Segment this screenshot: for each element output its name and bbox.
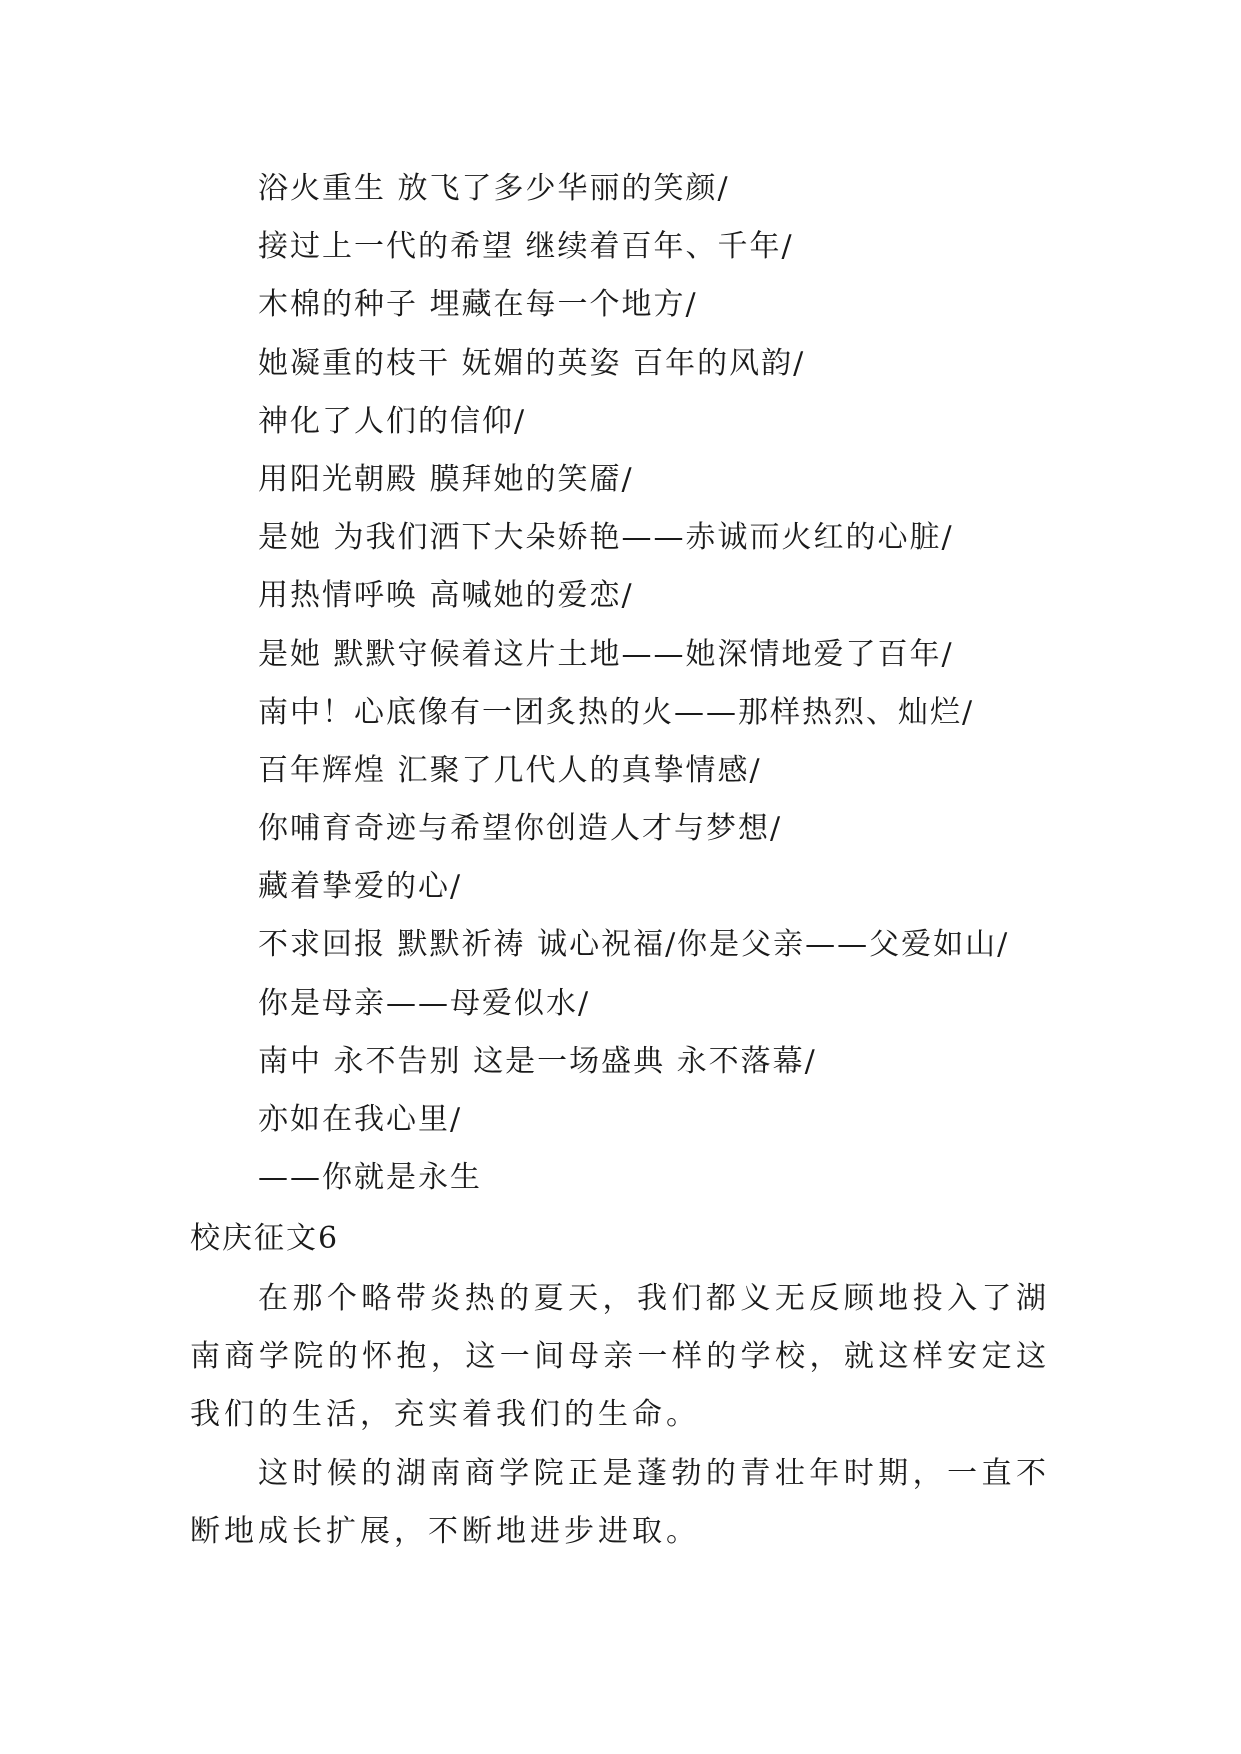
poem-line: 接过上一代的希望 继续着百年、千年/	[258, 229, 794, 265]
poem-line: 用热情呼唤 高喊她的爱恋/	[258, 578, 634, 614]
poem-line: 木棉的种子 埋藏在每一个地方/	[258, 287, 698, 323]
poem-line: 你是母亲——母爱似水/	[258, 985, 591, 1021]
section-title: 校庆征文6	[190, 1221, 340, 1256]
essay-paragraph: 这时候的湖南商学院正是蓬勃的青壮年时期，一直不断地成长扩展，不断地进步进取。	[190, 1455, 1050, 1549]
poem-line: 她凝重的枝干 妩媚的英姿 百年的风韵/	[258, 345, 806, 381]
poem-line: 藏着挚爱的心/	[258, 869, 463, 905]
poem-line: ——你就是永生	[258, 1160, 482, 1196]
poem	[258, 160, 1138, 1207]
poem-line: 用阳光朝殿 膜拜她的笑靥/	[258, 461, 634, 497]
poem-line: 是她 为我们洒下大朵娇艳——赤诚而火红的心脏/	[258, 520, 954, 556]
essay-paragraph: 在那个略带炎热的夏天，我们都义无反顾地投入了湖南商学院的怀抱，这一间母亲一样的学校，就这样安定这我们的生活，充实着我们的生命。	[190, 1281, 1050, 1433]
poem-line: 神化了人们的信仰/	[258, 403, 527, 439]
poem-line: 南中 永不告别 这是一场盛典 永不落幕/	[258, 1043, 817, 1079]
poem-line: 南中！心底像有一团炙热的火——那样热烈、灿烂/	[258, 694, 975, 730]
poem-line: 浴火重生 放飞了多少华丽的笑颜/	[258, 171, 730, 206]
poem-line: 百年辉煌 汇聚了几代人的真挚情感/	[258, 752, 762, 788]
poem-line: 亦如在我心里/	[258, 1102, 463, 1137]
essay-body	[190, 1270, 1050, 1561]
poem-line: 不求回报 默默祈祷 诚心祝福/你是父亲——父爱如山/	[258, 927, 1010, 963]
poem-line: 是她 默默守候着这片土地——她深情地爱了百年/	[258, 636, 954, 672]
poem-line: 你哺育奇迹与希望你创造人才与梦想/	[258, 811, 783, 847]
